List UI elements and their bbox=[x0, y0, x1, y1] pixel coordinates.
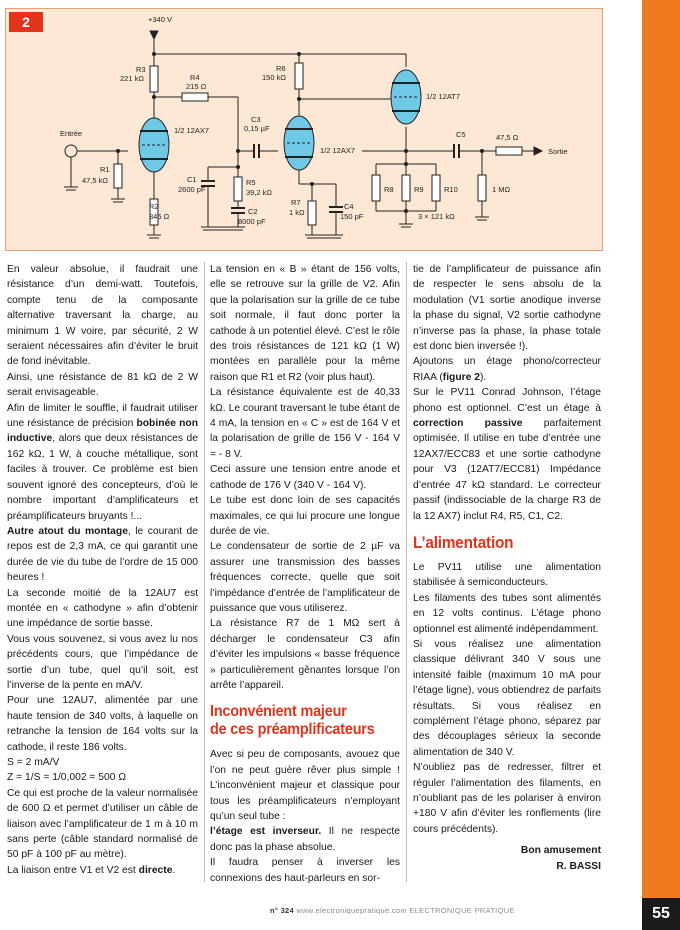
tube3-label: 1/2 12AT7 bbox=[426, 92, 461, 101]
r8-name: R8 bbox=[384, 185, 394, 194]
section-heading-inconvenient: Inconvénient majeur de ces préamplificateurs bbox=[210, 703, 375, 739]
paragraph: En valeur absolue, il faudrait une résistance d’un demi-watt. Toutefois, compte tenu de la composante alternative traversant la charge, au minimum 1 W voire, par sécurité, 2 W seraient nécessaires afin d’éviter le bruit de fond inévitable. bbox=[7, 264, 198, 368]
author-name: R. BASSI bbox=[556, 860, 601, 872]
paragraph: Le condensateur de sortie de 2 µF va assurer une transmission des basses fréquences correcte, quelle que soit l’impédance d’entrée de l’amplificateur de puissance que vous utiliserez. bbox=[210, 541, 400, 614]
c3-name: C3 bbox=[251, 115, 261, 124]
paragraph: Vous vous souvenez, si vous avez lu nos précédents cours, que l’impédance de sortie d’un tube, quel qu’il soit, est l’inverse de la pente en mA/V. bbox=[7, 633, 198, 691]
paragraph: Il faudra penser à inverser les connexions des haut-parleurs en sor- bbox=[210, 857, 400, 884]
c5-name: C5 bbox=[456, 130, 466, 139]
paragraph: tie de l’amplificateur de puissance afin de respecter le sens absolu de la modulation (V1 sortie anodique inverse la phase du signal, V2 sortie cathodyne n’inverse pas la phase, la phase totale est donc bien inversée !). bbox=[413, 264, 601, 353]
r7-value: 1 kΩ bbox=[289, 208, 305, 217]
paragraph: Ajoutons un étage phono/correcteur RIAA (figure 2). bbox=[413, 356, 601, 383]
column-divider bbox=[204, 262, 205, 882]
tube2-label: 1/2 12AX7 bbox=[320, 146, 356, 155]
figure-number-badge: 2 bbox=[9, 12, 43, 32]
column-3 bbox=[413, 262, 601, 874]
formula: S = 2 mA/V bbox=[7, 757, 60, 768]
r1-name: R1 bbox=[100, 165, 110, 174]
r4-value: 215 Ω bbox=[186, 82, 207, 91]
output-label: Sortie bbox=[548, 147, 568, 156]
r4-name: R4 bbox=[190, 73, 200, 82]
paragraph: Pour une 12AU7, alimentée par une haute tension de 340 volts, à laquelle on retranche la tension de 164 volts sur la cathode, il reste 186 volts. bbox=[7, 695, 198, 753]
magazine-brand: ELECTRONIQUE PRATIQUE bbox=[409, 906, 515, 915]
r-parallel-value: 3 × 121 kΩ bbox=[418, 212, 455, 221]
issue-number: n° 324 bbox=[270, 906, 294, 915]
input-label: Entrée bbox=[60, 129, 83, 138]
paragraph: Ceci assure une tension entre anode et cathode de 176 V (340 V - 164 V). bbox=[210, 464, 400, 491]
paragraph: Sur le PV11 Conrad Johnson, l’étage phono est optionnel. C’est un étage à correction passive parfaitement optimisée. Il utilise en tube d’entrée une 12AX7/ECC83 et une sortie cathodyne pour V3 (12AT7/ECC81) Impédance d’entrée 47 kΩ standard. Le correcteur passif (indissociable de la charge R3 de la 12 AX7) inclut R4, R5, C1, C2. bbox=[413, 387, 601, 522]
r10-name: R10 bbox=[444, 185, 458, 194]
c1-value: 2600 pF bbox=[178, 185, 206, 194]
c2-value: 8000 pF bbox=[238, 217, 266, 226]
r3-name: R3 bbox=[136, 65, 146, 74]
column-1 bbox=[7, 262, 198, 878]
r1-value: 47,5 kΩ bbox=[82, 176, 109, 185]
r3-value: 221 kΩ bbox=[120, 74, 144, 83]
paragraph: Le PV11 utilise une alimentation stabilisée à semiconducteurs. bbox=[413, 561, 601, 589]
signoff-greeting: Bon amusement bbox=[520, 845, 601, 857]
c4-name: C4 bbox=[344, 202, 354, 211]
r2-name: R2 bbox=[149, 202, 159, 211]
paragraph: Si vous réalisez une alimentation classique délivrant 340 V sous une intensité faible (maximum 10 mA pour l’étage ligne), vous obtiendrez de parfaits résultats. Si vous réalisez en complément l’étage phono, séparez par des découplages sérieux la seconde alimentation de 340 V. bbox=[413, 638, 601, 758]
paragraph: Le tube est donc loin de ses capacités maximales, ce qui lui procure une longue durée de vie. bbox=[210, 495, 400, 537]
c2-name: C2 bbox=[248, 207, 258, 216]
paragraph: La résistance R7 de 1 MΩ sert à décharger le condensateur C3 afin d’éviter les impulsions « basse fréquence » particulièrement gênantes lorsque l’on arrête l’appareil. bbox=[210, 618, 400, 691]
paragraph: Ce qui est proche de la valeur normalisée de 600 Ω et permet d’utiliser un câble de liaison avec l’amplificateur de 1 m à 10 m sans perte (câble standard normalisé de 50 pF à 100 pF au mètre). bbox=[7, 787, 198, 861]
r-out-value: 1 MΩ bbox=[492, 185, 511, 194]
paragraph: Ainsi, une résistance de 81 kΩ de 2 W serait envisageable. bbox=[7, 371, 198, 399]
c4-value: 150 pF bbox=[340, 212, 364, 221]
column-2 bbox=[210, 262, 400, 886]
section-heading-alimentation: L’alimentation bbox=[413, 532, 514, 552]
website-url: www.electroniquepratique.com bbox=[296, 906, 407, 915]
r7-name: R7 bbox=[291, 198, 301, 207]
paragraph: La seconde moitié de la 12AU7 est montée en « cathodyne » afin d’obtenir une impédance de sortie basse. bbox=[7, 587, 198, 630]
page-number: 55 bbox=[642, 898, 680, 930]
tube1-label: 1/2 12AX7 bbox=[174, 126, 210, 135]
r6-value: 150 kΩ bbox=[262, 73, 286, 82]
r5-value: 39,2 kΩ bbox=[246, 188, 273, 197]
r5-name: R5 bbox=[246, 178, 256, 187]
r9-name: R9 bbox=[414, 185, 424, 194]
phono-stage-schematic bbox=[6, 9, 604, 252]
paragraph: La résistance équivalente est de 40,33 kΩ. Le courant traversant le tube étant de 4 mA, la tension en « C » est de 164 V et la polarisation de grille de 156 V - 164 V = - 8 V. bbox=[210, 387, 400, 460]
paragraph: Autre atout du montage, le courant de repos est de 2,3 mA, ce qui garantit une durée de vie du tube de l’ordre de 15 000 heures ! bbox=[7, 525, 198, 584]
supply-label: +340 V bbox=[148, 15, 172, 24]
paragraph: N’oubliez pas de redresser, filtrer et réguler l’alimentation des filaments, en n’oubliant pas de les polariser à environ +180 V afin d’éviter les ronflements (lire cours précédents). bbox=[413, 762, 601, 835]
paragraph: La tension en « B » étant de 156 volts, elle se retrouve sur la grille de V2. Afin que la polarisation sur la grille de ce tube soit normale, il faut donc porter la cathode à un potentiel élevé. C’est le rôle des trois résistances de 121 kΩ (1 W) montées en parallèle pour la même raison que R1 et R2 (voir plus haut). bbox=[210, 264, 400, 383]
c1-name: C1 bbox=[187, 175, 197, 184]
paragraph: La liaison entre V1 et V2 est directe. bbox=[7, 864, 176, 876]
c3-value: 0,15 µF bbox=[244, 124, 270, 133]
paragraph: l’étage est inverseur. Il ne respecte donc pas la phase absolue. bbox=[210, 826, 400, 853]
page-edge-bar bbox=[642, 0, 680, 930]
r6-name: R6 bbox=[276, 64, 286, 73]
paragraph: Afin de limiter le souffle, il faudrait utiliser une résistance de précision bobinée non inductive, alors que deux résistances de 162 kΩ, 1 W, à couche métallique, sont faciles à trouver. Ce problème est bien souvent ignoré des concepteurs, d’où le nombre important d’amplificateurs et préamplificateurs bruyants !... bbox=[7, 402, 198, 522]
schematic-figure bbox=[5, 8, 603, 251]
paragraph: Avec si peu de composants, avouez que l’on ne peut guère rêver plus simple ! L’inconvénient majeur et classique pour tous les préamplificateurs n’employant qu’un seul tube : bbox=[210, 749, 400, 822]
r2-value: 845 Ω bbox=[149, 212, 170, 221]
r-c5-value: 47,5 Ω bbox=[496, 133, 519, 142]
page-footer bbox=[270, 906, 600, 915]
formula: Z = 1/S = 1/0,002 = 500 Ω bbox=[7, 772, 127, 784]
column-divider bbox=[406, 262, 407, 882]
paragraph: Les filaments des tubes sont alimentés en 12 volts continus. L’étage phono optionnel est alimenté indépendamment. bbox=[413, 592, 601, 635]
